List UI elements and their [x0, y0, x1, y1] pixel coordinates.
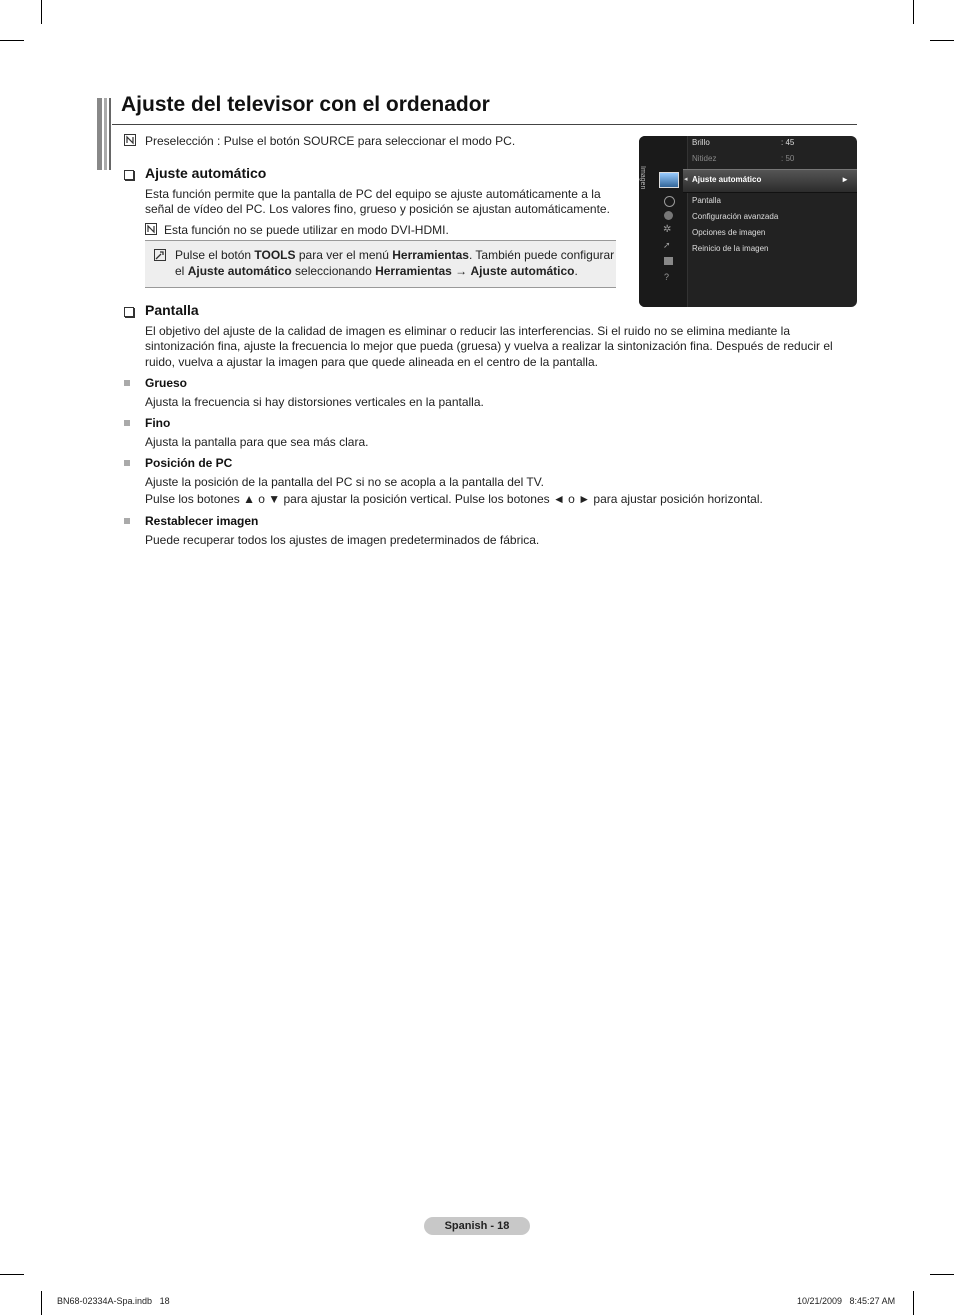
- tv-menu-item-brillo[interactable]: Brillo: [692, 138, 710, 147]
- pantalla-body-line: El objetivo del ajuste de la calidad de imagen es eliminar o reducir las interferencias. Si el ruido no se elimina mediante la: [145, 324, 791, 338]
- item-desc-fino: Ajusta la pantalla para que sea más clara.: [145, 435, 369, 449]
- page-number-badge: Spanish - 18: [424, 1217, 530, 1235]
- tools-bold: TOOLS: [254, 248, 296, 262]
- print-date: 10/21/2009 8:45:27 AM: [797, 1296, 896, 1306]
- tools-tip-line1: [175, 247, 614, 263]
- tv-menu-value-brillo: : 45: [781, 138, 795, 147]
- application-icon: [664, 257, 673, 265]
- tools-text: el: [175, 264, 188, 278]
- picture-icon: [659, 172, 679, 188]
- tv-menu-side-label: Imagen: [639, 166, 646, 190]
- crop-mark: [41, 0, 42, 24]
- channel-icon: [664, 211, 673, 220]
- auto-body-line: Esta función permite que la pantalla de PC del equipo se ajuste automáticamente a la: [145, 187, 601, 201]
- crop-mark: [913, 1291, 914, 1315]
- tools-text: Pulse el botón: [175, 248, 255, 262]
- tv-menu-sidebar: [639, 136, 688, 307]
- crop-mark: [0, 40, 24, 41]
- tools-tip-box: [145, 240, 616, 288]
- item-title-posicion: Posición de PC: [145, 456, 233, 470]
- item-title-grueso: Grueso: [145, 376, 188, 390]
- tools-icon: [154, 249, 166, 261]
- sound-icon: [664, 196, 675, 207]
- section-bullet-icon: [124, 307, 134, 317]
- tv-menu-right-arrow-icon: ►: [841, 175, 849, 184]
- crop-mark: [930, 1274, 954, 1275]
- tv-menu-screenshot: [639, 136, 857, 307]
- crop-mark: [913, 0, 914, 24]
- note-icon: [145, 223, 157, 235]
- tools-text: para ver el menú: [295, 248, 393, 262]
- tools-bold: Herramientas: [392, 248, 469, 262]
- tools-text: →: [451, 264, 471, 278]
- tools-text: seleccionando: [291, 264, 376, 278]
- dvi-note: Esta función no se puede utilizar en modo DVI-HDMI.: [164, 223, 449, 237]
- tools-text: . También puede configurar: [468, 248, 615, 262]
- file-info: BN68-02334A-Spa.indb 18: [57, 1296, 170, 1306]
- tools-bold: Herramientas: [375, 264, 452, 278]
- decorative-bar: [109, 98, 111, 170]
- section-heading-pantalla: Pantalla: [145, 302, 199, 318]
- tv-menu-value-nitidez: : 50: [781, 154, 795, 163]
- setup-icon: ✲: [663, 224, 672, 235]
- decorative-bar: [97, 98, 102, 170]
- auto-body-line: señal de vídeo del PC. Los valores fino, grueso y posición se ajustan automáticamente.: [145, 202, 610, 216]
- item-desc-posicion: Ajuste la posición de la pantalla del PC si no se acopla a la pantalla del TV.: [145, 475, 544, 489]
- page-title: Ajuste del televisor con el ordenador: [121, 93, 490, 116]
- crop-mark: [41, 1291, 42, 1315]
- section-heading-auto: Ajuste automático: [145, 165, 267, 181]
- tools-tip-line2: [175, 263, 578, 279]
- item-desc-posicion: Pulse los botones ▲ o ▼ para ajustar la posición vertical. Pulse los botones ◄ o ► para ajustar posición horizontal.: [145, 492, 763, 506]
- tv-menu-item-ajuste-automatico: Ajuste automático: [692, 175, 762, 184]
- item-bullet-icon: [124, 420, 130, 426]
- tv-menu-item-nitidez[interactable]: Nitidez: [692, 154, 717, 163]
- item-bullet-icon: [124, 460, 130, 466]
- section-bullet-icon: [124, 170, 134, 180]
- crop-mark: [930, 40, 954, 41]
- tools-bold: Ajuste automático: [187, 264, 292, 278]
- tools-text: .: [574, 264, 578, 278]
- item-title-fino: Fino: [145, 416, 171, 430]
- pantalla-body-line: sintonización fina, ajuste la frecuencia lo mejor que pueda (gruesa) y vuelva a realizar la sintonización fina. Después de reducir el: [145, 339, 833, 353]
- tv-menu-item-pantalla[interactable]: Pantalla: [692, 196, 721, 205]
- tv-menu-selected-row[interactable]: [683, 169, 857, 193]
- tv-menu-item-opciones[interactable]: Opciones de imagen: [692, 228, 766, 237]
- pantalla-body-line: ruido, vuelva a ajustar la imagen para que quede alineada en el centro de la pantalla.: [145, 355, 598, 369]
- title-divider: [112, 124, 857, 125]
- decorative-bar: [104, 98, 107, 170]
- note-icon: [124, 134, 136, 146]
- input-icon: ➚: [663, 240, 671, 250]
- tv-menu-item-reinicio[interactable]: Reinicio de la imagen: [692, 244, 769, 253]
- preselection-note: Preselección : Pulse el botón SOURCE para seleccionar el modo PC.: [145, 134, 516, 148]
- item-title-restablecer: Restablecer imagen: [145, 514, 259, 528]
- support-icon: ?: [664, 272, 670, 282]
- tv-menu-left-arrow-icon: ◂: [684, 176, 688, 183]
- item-bullet-icon: [124, 518, 130, 524]
- tools-bold: Ajuste automático: [470, 264, 575, 278]
- item-bullet-icon: [124, 380, 130, 386]
- tv-menu-item-configuracion[interactable]: Configuración avanzada: [692, 212, 779, 221]
- crop-mark: [0, 1274, 24, 1275]
- item-desc-grueso: Ajusta la frecuencia si hay distorsiones verticales en la pantalla.: [145, 395, 484, 409]
- item-desc-restablecer: Puede recuperar todos los ajustes de imagen predeterminados de fábrica.: [145, 533, 540, 547]
